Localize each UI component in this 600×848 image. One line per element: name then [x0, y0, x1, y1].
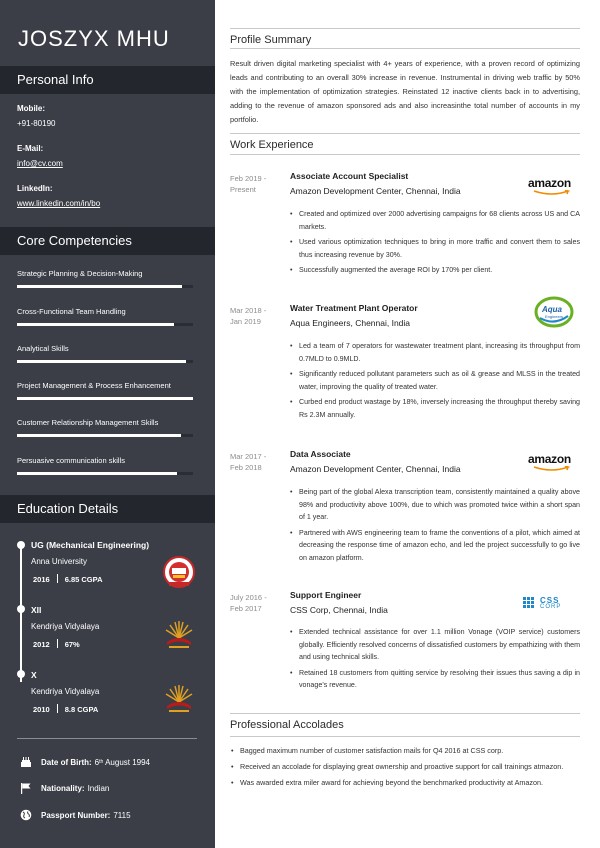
- work-experience-heading: Work Experience: [230, 139, 314, 151]
- job-bullet: • Successfully augmented the average ROI by 170% per client.: [290, 264, 580, 277]
- birthday-cake-icon: [20, 756, 32, 768]
- aqua-engineers-logo: [534, 296, 574, 328]
- skill-bar-fill: [17, 397, 193, 400]
- skill-bar: [17, 434, 193, 437]
- skill-bar-fill: [17, 323, 174, 326]
- job-date-from: Mar 2018 -: [230, 306, 267, 315]
- education-year: 2010: [33, 705, 50, 714]
- dob-suffix: th: [99, 759, 104, 765]
- education-school: Anna University: [31, 557, 88, 566]
- skill-bar: [17, 360, 193, 363]
- job-bullet: • Led a team of 7 operators for wastewater treatment plant, increasing its throughput from 0.7MLD to 0.9MLD.: [290, 340, 580, 365]
- nationality-row: [20, 782, 109, 794]
- section-divider: [230, 48, 580, 49]
- job-bullet: • Being part of the global Alexa transcription team, consistently maintained a quality above 98% and productivity above 100%, due to which was promoted twice within a short span of 1 year.: [290, 486, 580, 524]
- job-date-to: Feb 2017: [230, 604, 262, 613]
- job-date: [230, 305, 266, 327]
- kendriya-vidyalaya-logo-icon: [163, 620, 195, 652]
- dob-label: Date of Birth:: [41, 757, 92, 767]
- education-school: Kendriya Vidyalaya: [31, 622, 100, 631]
- section-divider: [230, 154, 580, 155]
- accolades-list: [230, 745, 590, 792]
- job-date: [230, 592, 267, 614]
- job-date-from: Feb 2019 -: [230, 174, 267, 183]
- job-bullets: [290, 340, 580, 425]
- timeline-dot: [17, 605, 25, 613]
- education-meta: [33, 574, 102, 584]
- anna-university-logo-icon: [163, 556, 195, 588]
- education-school: Kendriya Vidyalaya: [31, 687, 100, 696]
- job-company: CSS Corp, Chennai, India: [290, 605, 388, 615]
- date-of-birth-row: [20, 756, 150, 768]
- amazon-logo-text: amazon: [528, 452, 571, 466]
- skill-label: Strategic Planning & Decision-Making: [17, 269, 143, 278]
- job-bullet: • Created and optimized over 2000 advertising campaigns for 68 clients across US and CA markets.: [290, 208, 580, 233]
- dob-day: 6: [94, 757, 100, 767]
- amazon-smile-icon: [532, 190, 572, 196]
- education-score: 8.8 CGPA: [64, 705, 99, 714]
- timeline-dot: [17, 541, 25, 549]
- passport-row: [20, 809, 131, 821]
- skill-label: Persuasive communication skills: [17, 456, 125, 465]
- profile-summary-heading: Profile Summary: [230, 34, 312, 46]
- education-score: 6.85 CGPA: [64, 575, 103, 584]
- job-company: Amazon Development Center, Chennai, India: [290, 464, 461, 474]
- education-degree: UG (Mechanical Engineering): [31, 540, 150, 550]
- skill-bar-fill: [17, 472, 177, 475]
- job-company: Aqua Engineers, Chennai, India: [290, 318, 411, 328]
- education-year: 2012: [33, 640, 50, 649]
- skill-bar-fill: [17, 360, 186, 363]
- timeline-dot: [17, 670, 25, 678]
- passport-label: Passport Number:: [41, 810, 111, 820]
- skill-label: Analytical Skills: [17, 344, 69, 353]
- aqua-logo-subtext: Engineers: [545, 314, 564, 319]
- job-date-from: July 2016 -: [230, 593, 267, 602]
- education-year: 2016: [33, 575, 50, 584]
- accolade-item: • Was awarded extra miler award for achieving beyond the benchmarked productivity at Amazon.: [230, 777, 590, 790]
- section-divider: [230, 736, 580, 737]
- nationality-value: Indian: [87, 783, 110, 793]
- css-logo-text: CSS: [540, 596, 560, 605]
- skill-label: Project Management & Process Enhancement: [17, 381, 171, 390]
- amazon-smile-icon: [532, 466, 572, 472]
- education-heading: Education Details: [0, 495, 215, 523]
- job-date-to: Present: [230, 185, 256, 194]
- dob-rest: August 1994: [103, 757, 151, 767]
- kendriya-vidyalaya-logo-icon: [163, 684, 195, 716]
- education-degree: XII: [31, 605, 42, 615]
- job-bullets: [290, 486, 580, 568]
- job-title: Data Associate: [290, 449, 351, 459]
- job-date-to: Jan 2019: [230, 317, 261, 326]
- skill-bar-fill: [17, 434, 181, 437]
- section-divider: [230, 28, 580, 29]
- skill-bar-fill: [17, 285, 182, 288]
- mobile-label: Mobile:: [17, 104, 45, 113]
- section-divider: [230, 133, 580, 134]
- skill-bar: [17, 397, 193, 400]
- job-company: Amazon Development Center, Chennai, India: [290, 186, 461, 196]
- job-bullet: • Partnered with AWS engineering team to frame the conventions of a pilot, which aimed at decreasing the response time of amazon echo, and led the project successfully to go live on amazon platform.: [290, 527, 580, 565]
- amazon-logo-text: amazon: [528, 176, 571, 190]
- job-date: [230, 173, 266, 195]
- job-title: Associate Account Specialist: [290, 171, 409, 181]
- skill-bar: [17, 472, 193, 475]
- amazon-logo: [528, 452, 580, 470]
- passport-value: 7115: [113, 810, 131, 820]
- job-bullet: • Extended technical assistance for over 1.1 million Vonage (VOIP service) customers globally. Efficiently resolved concerns of dissatisfied customers by empathizing with them and using technical skills.: [290, 626, 580, 664]
- job-date-from: Mar 2017 -: [230, 452, 267, 461]
- section-divider: [230, 713, 580, 714]
- accolade-item: • Received an accolade for displaying great ownership and proactive support for call trainings atmazon.: [230, 761, 590, 774]
- job-bullets: [290, 626, 580, 695]
- professional-accolades-heading: Professional Accolades: [230, 719, 344, 731]
- profile-summary-text: Result driven digital marketing specialist with 4+ years of experience, with a proven record of optimizing leads and contributing to an overall 30% increase in revenue. Instrumental in driving web traffic by 50% with the implementation of optimization strategies. Reinstated 12 inactive clients back in to advertising, adding to the revenue of amazon sponsored ads and also increasinthe total number of accounts in my portfolio.: [230, 59, 580, 124]
- skill-bar: [17, 323, 193, 326]
- flag-icon: [20, 782, 32, 794]
- job-bullets: [290, 208, 580, 280]
- job-bullet: • Significantly reduced pollutant parameters such as oil & grease and MLSS in the treated water, improving the quality of treated water.: [290, 368, 580, 393]
- css-corp-grid-icon: [523, 597, 537, 611]
- mobile-value: +91-80190: [17, 119, 56, 128]
- education-score: 67%: [64, 640, 80, 649]
- skill-bar: [17, 285, 193, 288]
- job-title: Water Treatment Plant Operator: [290, 303, 418, 313]
- personal-info-heading: Personal Info: [0, 66, 215, 94]
- email-label: E-Mail:: [17, 144, 44, 153]
- aqua-logo-text: Aqua: [542, 305, 562, 314]
- linkedin-label: LinkedIn:: [17, 184, 53, 193]
- accolade-item: • Bagged maximum number of customer satisfaction mails for Q4 2016 at CSS corp.: [230, 745, 590, 758]
- css-logo-subtext: CORP: [540, 604, 562, 610]
- amazon-logo: [528, 176, 580, 194]
- sidebar-divider: [17, 738, 197, 739]
- nationality-label: Nationality:: [41, 783, 85, 793]
- job-bullet: • Retained 18 customers from quitting service by resolving their issues thus saving a dip in vonage’s revenue.: [290, 667, 580, 692]
- email-link[interactable]: info@cv.com: [17, 159, 63, 168]
- skill-label: Customer Relationship Management Skills: [17, 418, 159, 427]
- globe-icon: [20, 809, 32, 821]
- education-meta: [33, 704, 98, 714]
- job-title: Support Engineer: [290, 590, 362, 600]
- candidate-name: JOSZYX MHU: [18, 26, 170, 51]
- job-bullet: • Curbed end product wastage by 18%, inversely increasing the throughput thereby saving Rs 2.3M annually.: [290, 396, 580, 421]
- education-degree: X: [31, 670, 37, 680]
- job-date: [230, 451, 266, 473]
- skill-label: Cross-Functional Team Handling: [17, 307, 126, 316]
- core-competencies-heading: Core Competencies: [0, 227, 215, 255]
- sidebar: [0, 0, 215, 848]
- job-date-to: Feb 2018: [230, 463, 262, 472]
- job-bullet: • Used various optimization techniques to bring in more traffic and convert them to sales thus increasing revenue by 30%.: [290, 236, 580, 261]
- linkedin-link[interactable]: www.linkedin.com/in/bo: [17, 199, 101, 208]
- education-meta: [33, 639, 80, 649]
- css-corp-logo: [523, 596, 581, 612]
